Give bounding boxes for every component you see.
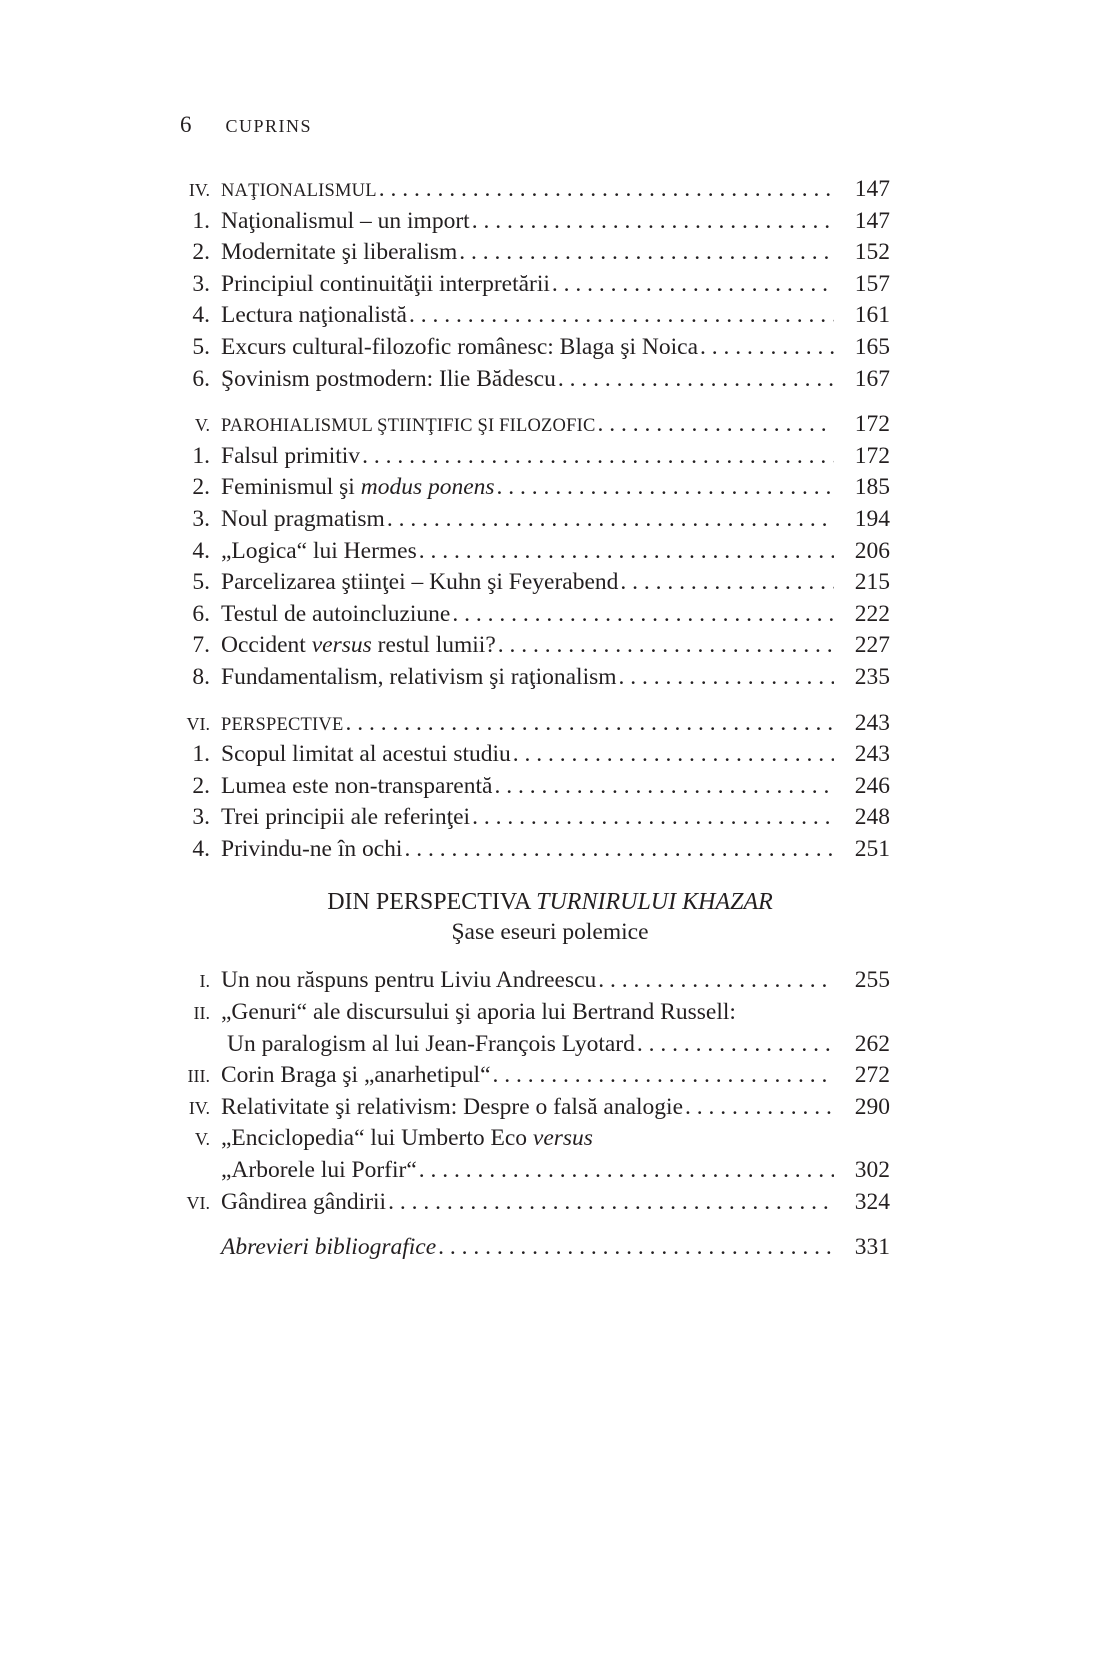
entry-title [221,1187,386,1219]
title-segment: DIN PERSPECTIVA [327,889,537,916]
toc-entry[interactable] [170,739,890,771]
title-segment: Principiul continuităţii interpretării [221,270,550,297]
entry-number: VI. [186,713,210,734]
toc-entry[interactable] [170,364,890,396]
toc-entry[interactable] [170,599,890,631]
essay-entry[interactable] [170,1187,890,1219]
page-number: 324 [854,1188,890,1215]
entry-number: IV. [188,180,210,200]
title-segment: Gândirea gândirii [221,1188,387,1215]
title-segment: Excurs cultural-filozofic românesc: Blaga şi Noica [221,333,698,360]
dot-leader [494,771,834,803]
entry-number: 5. [192,569,210,596]
entry-title [221,332,698,364]
title-segment: Lectura naţionalistă [221,302,407,329]
entry-number: 2. [192,239,210,266]
entry-title [221,771,492,803]
dot-leader [497,472,834,504]
toc-entry[interactable] [170,237,890,269]
entry-number: 4. [192,835,210,862]
toc-entry[interactable] [170,802,890,834]
dot-leader [362,441,834,473]
entry-title [221,1232,436,1264]
entry-number: 1. [192,741,210,768]
chapter-heading[interactable] [170,708,890,740]
dot-leader [438,1232,834,1264]
dot-leader [493,1060,834,1092]
dot-leader [472,206,834,238]
essay-entry[interactable] [170,1092,890,1124]
essay-entry[interactable] [170,997,890,1029]
page-number: 172 [854,442,890,469]
page-number: 165 [854,333,890,360]
entry-number: VI. [186,1192,210,1213]
entry-title [221,599,450,631]
dot-leader [419,536,834,568]
entry-title [221,965,596,997]
entry-title [221,834,402,866]
entry-number: 2. [192,772,210,799]
entry-number: 2. [192,474,210,501]
page-header [180,112,312,138]
dot-leader [472,802,834,834]
toc-entry[interactable] [170,472,890,504]
title-segment: Lumea este non-transparentă [221,772,493,799]
title-segment: versus [311,632,372,659]
toc-entry[interactable] [170,536,890,568]
page-number: 161 [854,302,890,329]
entry-number [170,1232,221,1264]
title-segment: Privindu-ne în ochi [221,835,403,862]
title-segment: „Arborele lui Porfir“ [221,1157,417,1184]
entry-title [221,300,407,332]
dot-leader [387,504,834,536]
entry-number: 1. [192,207,210,234]
essay-entry[interactable] [170,1123,890,1155]
entry-number: 6. [192,365,210,392]
final-entry-wrap [170,1232,890,1264]
page-number: 248 [854,804,890,831]
title-segment: „Genuri“ ale discursului şi aporia lui Bertrand Russell: [221,999,736,1026]
entry-number: 4. [192,302,210,329]
essay-entry[interactable] [170,1155,890,1187]
page-number: 302 [854,1157,890,1184]
dot-leader [452,599,834,631]
toc-entry[interactable] [170,630,890,662]
title-segment: Falsul primitiv [221,442,361,469]
entry-title [221,441,360,473]
bibliography-entry[interactable] [170,1232,890,1264]
title-segment: Şovinism postmodern: Ilie Bădescu [221,365,556,392]
entry-title [221,206,470,238]
entry-title [221,411,596,443]
running-title: CUPRINS [225,116,313,136]
title-segment: TURNIRULUI KHAZAR [536,889,773,916]
entry-title [221,567,618,599]
title-segment: Un nou răspuns pentru Liviu Andreescu [221,967,597,994]
part-subtitle: Şase eseuri polemice [451,919,649,946]
entry-number: 8. [192,663,210,690]
page-number: 235 [854,663,890,690]
page-number: 290 [854,1093,890,1120]
dot-leader [619,662,834,694]
essay-entry[interactable] [170,1029,890,1061]
page-number: 246 [854,772,890,799]
entry-number: 3. [192,270,210,297]
dot-leader [598,409,834,441]
title-segment: Relativitate şi relativism: Despre o falsă analogie [221,1093,684,1120]
entry-number: 7. [192,632,210,659]
title-segment: „Logica“ lui Hermes [221,537,417,564]
dot-leader [552,269,834,301]
title-segment: Occident [221,632,312,659]
entry-number: 5. [192,333,210,360]
title-segment: restul lumii? [371,632,496,659]
page-number: 227 [854,632,890,659]
dot-leader [620,567,834,599]
title-segment: Trei principii ale referinţei [221,804,471,831]
entry-number: 3. [192,505,210,532]
page-number: 152 [854,239,890,266]
title-segment: Un paralogism al lui Jean-François Lyotard [227,1030,635,1057]
title-segment: Parcelizarea ştiinţei – Kuhn şi Feyerabend [221,569,619,596]
entry-number: III. [187,1066,210,1087]
entry-title [221,1123,593,1155]
title-segment: modus ponens [360,474,495,501]
title-segment: Feminismul şi [221,474,361,501]
page-number: 147 [854,176,890,202]
title-segment: Abrevieri bibliografice [221,1234,437,1261]
entry-title [221,662,617,694]
dot-leader [419,1155,834,1187]
page-number: 243 [854,741,890,768]
toc-section [170,708,890,866]
title-segment: „Enciclopedia“ lui Umberto Eco [221,1125,533,1152]
page-number: 251 [854,835,890,862]
toc-entry[interactable] [170,206,890,238]
page-number: 6 [180,112,192,137]
toc-entry[interactable] [170,441,890,473]
entry-title [221,997,736,1029]
title-segment: Testul de autoincluziune [221,600,451,627]
entry-title [221,176,377,208]
dot-leader [388,1187,834,1219]
page-number: 172 [854,411,890,438]
dot-leader [345,708,834,740]
entry-number: I. [199,971,210,992]
dot-leader [498,630,834,662]
entry-title [221,364,556,396]
entry-title [221,269,550,301]
entry-number: V. [194,415,210,436]
page-number: 157 [854,270,890,297]
title-segment: PAROHIALISMUL ŞTIINŢIFIC ŞI FILOZOFIC [221,416,596,437]
entry-title [221,237,457,269]
dot-leader [513,739,834,771]
entry-number: V. [194,1129,210,1150]
entry-title [221,536,417,568]
toc-entry[interactable] [170,567,890,599]
page-number: 222 [854,600,890,627]
entry-title [221,1029,635,1061]
entry-number: 4. [192,537,210,564]
entry-title [221,802,470,834]
page-number: 243 [854,709,890,736]
entry-title [221,1092,683,1124]
toc-entry[interactable] [170,504,890,536]
entry-number: 3. [192,804,210,831]
page-number: 147 [854,207,890,234]
dot-leader [637,1029,834,1061]
dot-leader [379,174,834,206]
entry-title [221,504,385,536]
entry-number: IV. [188,1097,210,1118]
essay-entry[interactable] [170,1060,890,1092]
title-segment: Modernitate şi liberalism [221,239,458,266]
page-number: 185 [854,474,890,501]
dot-leader [700,332,834,364]
toc-entry[interactable] [170,662,890,694]
page-number: 194 [854,505,890,532]
dot-leader [685,1092,834,1124]
title-segment: Naţionalismul – un import [221,207,470,234]
page-number: 255 [854,967,890,994]
dot-leader [404,834,834,866]
toc-section [170,174,890,395]
toc-section [170,409,890,693]
toc-entry[interactable] [170,771,890,803]
page-number: 215 [854,569,890,596]
entry-number: 1. [192,442,210,469]
entry-number: 6. [192,600,210,627]
toc-entry[interactable] [170,269,890,301]
table-of-contents [170,174,890,1264]
toc-entry[interactable] [170,300,890,332]
essay-entry[interactable] [170,965,890,997]
entry-title [221,630,496,662]
title-segment: Scopul limitat al acestui studiu [221,741,511,768]
entry-title [221,472,495,504]
dot-leader [598,965,834,997]
dot-leader [459,237,834,269]
entry-number: II. [193,1003,210,1024]
toc-entry[interactable] [170,834,890,866]
title-segment: Fundamentalism, relativism şi raţionalism [221,663,617,690]
entry-title [221,710,343,742]
page-number: 262 [854,1030,890,1057]
dot-leader [558,364,834,396]
chapter-heading[interactable] [170,409,890,441]
page-number: 206 [854,537,890,564]
title-segment: PERSPECTIVE [221,714,344,735]
page-number: 167 [854,365,890,392]
title-segment: NAŢIONALISMUL [221,181,377,201]
entry-title [221,1155,417,1187]
page-number: 272 [854,1062,890,1089]
entry-title [221,739,511,771]
title-segment: Noul pragmatism [221,505,385,532]
entry-title [221,1060,491,1092]
chapter-heading[interactable] [170,174,890,206]
toc-entry[interactable] [170,332,890,364]
part-heading [210,887,890,917]
page-number: 331 [854,1234,890,1261]
dot-leader [409,300,834,332]
title-segment: Corin Braga şi „anarhetipul“ [221,1062,491,1089]
title-segment: versus [532,1125,593,1152]
